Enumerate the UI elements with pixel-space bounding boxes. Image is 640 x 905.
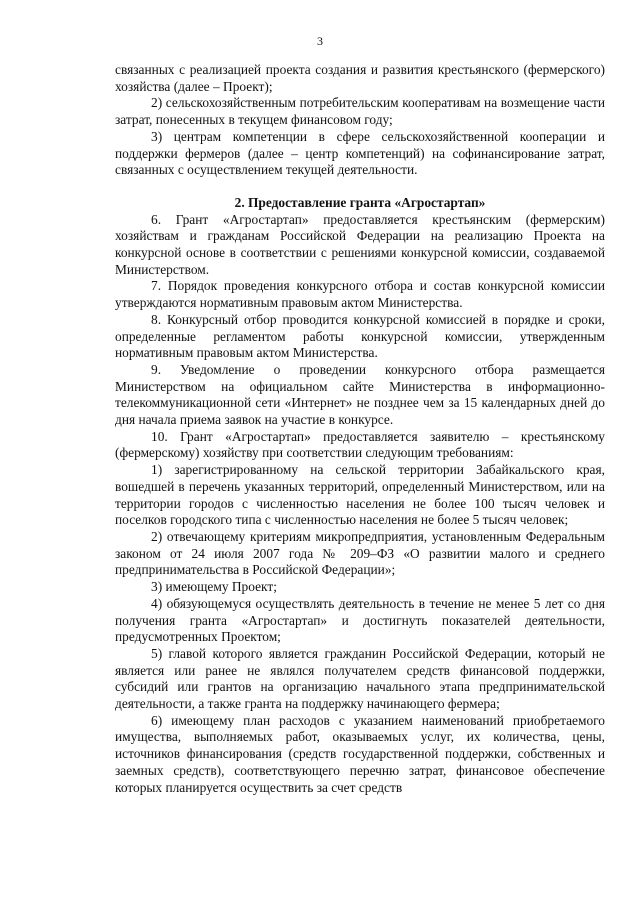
requirement-4: 4) обязующемуся осуществлять деятельность в течение не менее 5 лет со дня получения гранта «Агростартап» и достигнуть показателей деятельности, предусмотренных Проектом; [115,595,605,645]
paragraph-item-2: 2) сельскохозяйственным потребительским кооперативам на возмещение части затрат, понесенных в текущем финансовом году; [115,95,605,128]
section-heading: 2. Предоставление гранта «Агростартап» [234,194,486,210]
paragraph-continuation: связанных с реализацией проекта создания и развития крестьянского (фермерского) хозяйства (далее – Проект); [115,62,605,94]
paragraph-9: 9. Уведомление о проведении конкурсного отбора размещается Министерством на официальном сайте Министерства в информационно-телекоммуникационной сети «Интернет» не позднее чем за 15 календарных дней до дня начала приема заявок на участие в конкурсе. [115,361,605,428]
requirement-1: 1) зарегистрированному на сельской территории Забайкальского края, вошедшей в перечень указанных территорий, определенный Министерством, или на территории городов с численностью населения не более 100 тысяч человек и поселков городского типа с численностью населения не более 5 тысяч человек; [115,462,605,528]
paragraph-10: 10. Грант «Агростартап» предоставляется заявителю – крестьянскому (фермерскому) хозяйству при соответствии следующим требованиям: [115,428,605,461]
paragraph-8: 8. Конкурсный отбор проводится конкурсной комиссией в порядке и сроки, определенные регламентом работы конкурсной комиссии, утвержденным нормативным правовым актом Министерства. [115,311,605,361]
document-body [115,62,605,796]
page-number: 3 [317,34,323,48]
paragraph-item-3: 3) центрам компетенции в сфере сельскохозяйственной кооперации и поддержки фермеров (далее – центр компетенций) на софинансирование затрат, связанных с осуществлением текущей деятельности. [115,128,605,178]
requirement-2: 2) отвечающему критериям микропредприятия, установленным Федеральным законом от 24 июля 2007 года № 209–ФЗ «О развитии малого и среднего предпринимательства в Российской Федерации»; [115,528,605,578]
paragraph-6: 6. Грант «Агростартап» предоставляется крестьянским (фермерским) хозяйствам и гражданам Российской Федерации на реализацию Проекта на конкурсной основе в соответствии с решениями конкурсной комиссии, создаваемой Министерством. [115,211,605,277]
requirement-6: 6) имеющему план расходов с указанием наименований приобретаемого имущества, выполняемых работ, оказываемых услуг, их количества, цены, источников финансирования (средств государственной поддержки, собственных и заемных средств), соответствующего перечню затрат, финансовое обеспечение которых планируется осуществить за счет средств [115,712,605,795]
requirement-3: 3) имеющему Проект; [151,579,277,595]
requirement-5: 5) главой которого является гражданин Российской Федерации, который не является или ранее не являлся получателем средств финансовой поддержки, субсидий или грантов на организацию начального этапа предпринимательской деятельности, а также гранта на поддержку начинающего фермера; [115,645,605,712]
paragraph-7: 7. Порядок проведения конкурсного отбора и состав конкурсной комиссии утверждаются нормативным правовым актом Министерства. [115,278,605,311]
